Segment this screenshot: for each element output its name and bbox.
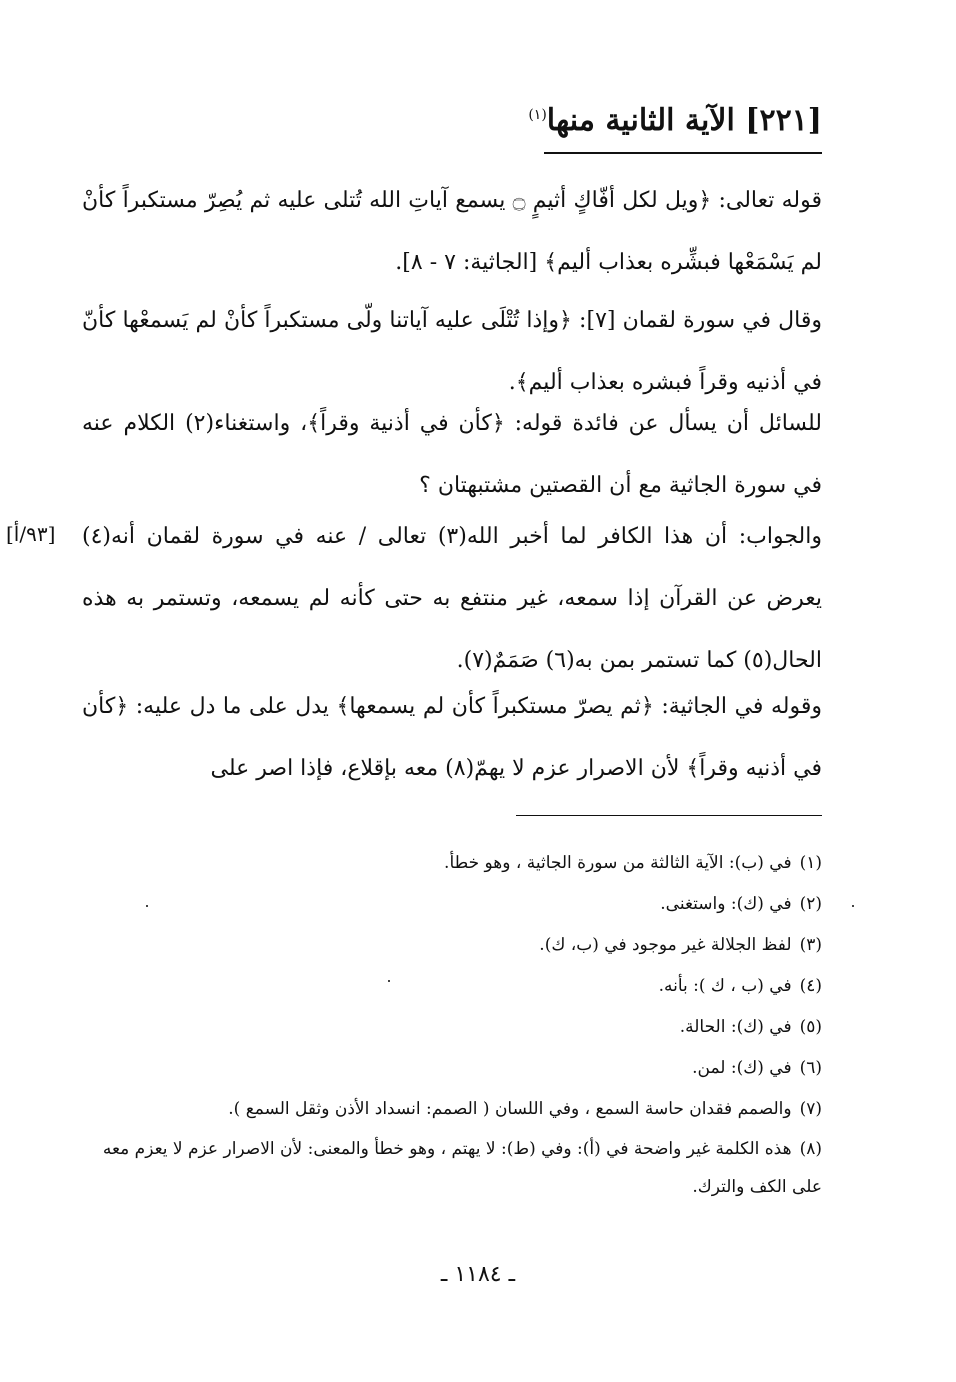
footnote-number: (٢) <box>799 894 822 914</box>
heading-footnote-ref: (١) <box>528 107 547 123</box>
footnote-item <box>82 884 822 925</box>
paragraph-1: قوله تعالى: ﴿ويل لكل أفّاكٍ أثيمٍ ۝ يسمع آياتِ الله تُتلى عليه ثم يُصِرّ مستكبراً كأنْ لم يَسْمَعْها فبشِّره بعذاب أليم﴾ [الجاثية: ٧ - ٨]. <box>82 188 822 275</box>
footnote-text: والصمم فقدان حاسة السمع ، وفي اللسان ( الصمم: انسداد الأذن وثقل السمع ). <box>228 1099 792 1119</box>
section-heading <box>528 103 822 138</box>
footnote-text: لفظ الجلالة غير موجود في (ب، ك). <box>539 935 792 955</box>
page-number: ـ ١١٨٤ ـ <box>440 1262 516 1287</box>
footnote-text: في (ب ، ك ): بأنه. <box>658 976 792 996</box>
footnote-item <box>82 966 822 1007</box>
paragraph-4: والجواب: أن هذا الكافر لما أخبر الله(٣) تعالى / عنه في سورة لقمان أنه(٤) يعرض عن القرآن إذا سمعه، غير منتفع به حتى كأنه لم يسمعه، وتستمر به هذه الحال(٥) كما تستمر بمن به(٦) صَمَمٌ(٧). <box>82 524 822 673</box>
footnote-separator <box>516 815 822 816</box>
footnote-number: (٤) <box>799 976 822 996</box>
footnote-item <box>82 843 822 884</box>
scan-speck <box>852 905 854 907</box>
footnote-text: في (ك): الحالة. <box>679 1017 792 1037</box>
footnote-item <box>82 1089 822 1130</box>
footnote-number: (٨) <box>799 1139 822 1159</box>
footnote-text: في (ك): واستغنى. <box>660 894 792 914</box>
footnotes-list <box>82 843 822 1206</box>
footnote-number: (٧) <box>799 1099 822 1119</box>
footnote-item <box>82 1130 822 1206</box>
manuscript-folio-marker: [٩٣/أ] <box>6 522 56 546</box>
paragraph-5: وقوله في الجاثية: ﴿ثم يصرّ مستكبراً كأن لم يسمعها﴾ يدل على ما دل عليه: ﴿كأن في أذنيه وقراً﴾ لأن الاصرار عزم لا يهمّ(٨) معه بإقلاع، فإذا اصر على <box>82 694 822 781</box>
paragraph-2: وقال في سورة لقمان [٧]: ﴿وإذا تُتْلَى عليه آياتنا ولّى مستكبراً كأنْ لم يَسمعْها كأنّ في أذنيه وقراً فبشره بعذاب أليم﴾. <box>82 308 822 395</box>
footnote-number: (٣) <box>799 935 822 955</box>
heading-text: [٢٢١] الآية الثانية منها <box>546 103 822 138</box>
scan-speck <box>146 905 148 907</box>
footnote-text: في (ب): الآية الثالثة من سورة الجاثية ، وهو خطأ. <box>444 853 792 873</box>
footnote-number: (١) <box>799 853 822 873</box>
footnote-number: (٦) <box>799 1058 822 1078</box>
footnote-text: هذه الكلمة غير واضحة في (أ): وفي (ط): لا يهتم ، وهو خطأ والمعنى: لأن الاصرار عزم لا يعزم معه على الكف والترك. <box>102 1139 822 1197</box>
paragraph-3: للسائل أن يسأل عن فائدة قوله: ﴿كأن في أذنية وقراً﴾، واستغناء(٢) الكلام عنه في سورة الجاثية مع أن القصتين مشتبهتان ؟ <box>82 411 823 498</box>
footnote-item <box>82 925 822 966</box>
footnote-item <box>82 1048 822 1089</box>
heading-underline <box>544 152 822 154</box>
footnote-text: في (ك): لمن. <box>692 1058 792 1078</box>
scan-speck <box>388 980 390 982</box>
footnote-item <box>82 1007 822 1048</box>
footnote-number: (٥) <box>799 1017 822 1037</box>
